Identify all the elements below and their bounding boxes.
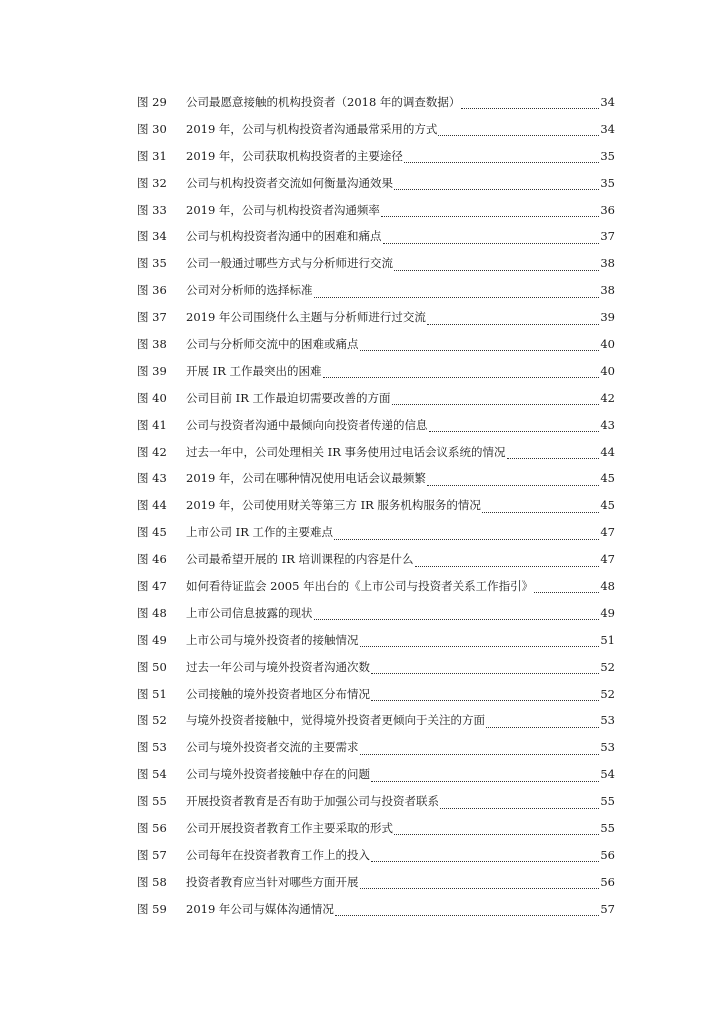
figure-number: 图 40 bbox=[137, 390, 167, 405]
dot-leader bbox=[392, 403, 600, 405]
dot-leader bbox=[440, 807, 599, 809]
toc-entry[interactable] bbox=[137, 603, 615, 630]
toc-entry[interactable] bbox=[137, 334, 615, 361]
toc-entry[interactable] bbox=[137, 549, 615, 576]
figure-title: 2019 年公司围绕什么主题与分析师进行过交流 bbox=[186, 310, 426, 325]
toc-entry[interactable] bbox=[137, 791, 615, 818]
figure-number: 图 49 bbox=[137, 632, 167, 647]
page-number: 45 bbox=[600, 498, 615, 513]
figure-number: 图 34 bbox=[137, 229, 167, 244]
figure-number: 图 37 bbox=[137, 310, 167, 325]
dot-leader bbox=[404, 161, 599, 163]
figure-number: 图 59 bbox=[137, 901, 167, 916]
page-number: 52 bbox=[600, 686, 615, 701]
dot-leader bbox=[360, 645, 600, 647]
toc-entry[interactable] bbox=[137, 415, 615, 442]
dot-leader bbox=[438, 134, 599, 136]
dot-leader bbox=[394, 269, 599, 271]
figure-number: 图 36 bbox=[137, 283, 167, 298]
toc-entry[interactable] bbox=[137, 630, 615, 657]
toc-entry[interactable] bbox=[137, 92, 615, 119]
figure-title: 公司与境外投资者交流的主要需求 bbox=[186, 740, 359, 755]
figure-number: 图 38 bbox=[137, 337, 167, 352]
toc-entry[interactable] bbox=[137, 253, 615, 280]
page-number: 55 bbox=[600, 794, 615, 809]
figure-title: 过去一年公司与境外投资者沟通次数 bbox=[186, 659, 370, 674]
page-number: 55 bbox=[600, 821, 615, 836]
dot-leader bbox=[507, 457, 600, 459]
dot-leader bbox=[415, 565, 600, 567]
figure-number: 图 57 bbox=[137, 847, 167, 862]
page-number: 39 bbox=[600, 310, 615, 325]
page-number: 47 bbox=[600, 552, 615, 567]
dot-leader bbox=[314, 618, 600, 620]
figure-number: 图 35 bbox=[137, 256, 167, 271]
toc-entry[interactable] bbox=[137, 361, 615, 388]
page-number: 51 bbox=[600, 632, 615, 647]
dot-leader bbox=[360, 887, 600, 889]
toc-entry[interactable] bbox=[137, 146, 615, 173]
figure-number: 图 47 bbox=[137, 579, 167, 594]
dot-leader bbox=[394, 188, 599, 190]
toc-entry[interactable] bbox=[137, 307, 615, 334]
figure-title: 公司一般通过哪些方式与分析师进行交流 bbox=[186, 256, 393, 271]
dot-leader bbox=[371, 699, 599, 701]
toc-entry[interactable] bbox=[137, 710, 615, 737]
figure-number: 图 55 bbox=[137, 794, 167, 809]
figure-list bbox=[137, 92, 615, 926]
toc-entry[interactable] bbox=[137, 442, 615, 469]
figure-title: 与境外投资者接触中，觉得境外投资者更倾向于关注的方面 bbox=[186, 713, 485, 728]
figure-number: 图 45 bbox=[137, 525, 167, 540]
page-number: 42 bbox=[600, 390, 615, 405]
figure-number: 图 51 bbox=[137, 686, 167, 701]
figure-number: 图 32 bbox=[137, 175, 167, 190]
figure-number: 图 31 bbox=[137, 148, 167, 163]
figure-title: 公司与投资者沟通中最倾向向投资者传递的信息 bbox=[186, 417, 428, 432]
dot-leader bbox=[371, 672, 599, 674]
dot-leader bbox=[534, 591, 599, 593]
toc-entry[interactable] bbox=[137, 388, 615, 415]
figure-title: 2019 年，公司在哪种情况使用电话会议最频繁 bbox=[186, 471, 426, 486]
figure-title: 公司最希望开展的 IR 培训课程的内容是什么 bbox=[186, 552, 414, 567]
page-number: 56 bbox=[600, 847, 615, 862]
figure-number: 图 30 bbox=[137, 121, 167, 136]
toc-entry[interactable] bbox=[137, 280, 615, 307]
figure-title: 投资者教育应当针对哪些方面开展 bbox=[186, 874, 359, 889]
figure-number: 图 52 bbox=[137, 713, 167, 728]
dot-leader bbox=[383, 242, 600, 244]
figure-title: 开展投资者教育是否有助于加强公司与投资者联系 bbox=[186, 794, 439, 809]
page-number: 34 bbox=[600, 121, 615, 136]
figure-title: 公司与机构投资者沟通中的困难和痛点 bbox=[186, 229, 382, 244]
page-number: 34 bbox=[600, 95, 615, 109]
toc-entry[interactable] bbox=[137, 872, 615, 899]
dot-leader bbox=[360, 349, 600, 351]
dot-leader bbox=[371, 780, 599, 782]
page-number: 40 bbox=[600, 363, 615, 378]
toc-entry[interactable] bbox=[137, 737, 615, 764]
figure-title: 公司每年在投资者教育工作上的投入 bbox=[186, 847, 370, 862]
toc-entry[interactable] bbox=[137, 818, 615, 845]
dot-leader bbox=[314, 296, 600, 298]
figure-number: 图 48 bbox=[137, 605, 167, 620]
figure-title: 如何看待证监会 2005 年出台的《上市公司与投资者关系工作指引》 bbox=[186, 579, 534, 594]
figure-title: 公司与分析师交流中的困难或痛点 bbox=[186, 337, 359, 352]
toc-entry[interactable] bbox=[137, 684, 615, 711]
toc-entry[interactable] bbox=[137, 576, 615, 603]
figure-number: 图 44 bbox=[137, 498, 167, 513]
page-number: 45 bbox=[600, 471, 615, 486]
figure-title: 公司开展投资者教育工作主要采取的形式 bbox=[186, 821, 393, 836]
dot-leader bbox=[335, 914, 599, 916]
toc-entry[interactable] bbox=[137, 173, 615, 200]
page-number: 52 bbox=[600, 659, 615, 674]
toc-entry[interactable] bbox=[137, 522, 615, 549]
figure-number: 图 53 bbox=[137, 740, 167, 755]
figure-title: 2019 年，公司与机构投资者沟通最常采用的方式 bbox=[186, 121, 438, 136]
figure-number: 图 43 bbox=[137, 471, 167, 486]
figure-title: 公司与机构投资者交流如何衡量沟通效果 bbox=[186, 175, 393, 190]
figure-title: 2019 年，公司与机构投资者沟通频率 bbox=[186, 202, 380, 217]
dot-leader bbox=[360, 753, 600, 755]
dot-leader bbox=[461, 107, 599, 109]
toc-entry[interactable] bbox=[137, 845, 615, 872]
dot-leader bbox=[323, 376, 600, 378]
page-number: 35 bbox=[600, 175, 615, 190]
toc-entry[interactable] bbox=[137, 226, 615, 253]
page-number: 38 bbox=[600, 283, 615, 298]
figure-number: 图 42 bbox=[137, 444, 167, 459]
figure-title: 开展 IR 工作最突出的困难 bbox=[186, 363, 322, 378]
figure-title: 公司目前 IR 工作最迫切需要改善的方面 bbox=[186, 390, 391, 405]
figure-number: 图 50 bbox=[137, 659, 167, 674]
toc-entry[interactable] bbox=[137, 899, 615, 926]
figure-title: 2019 年公司与媒体沟通情况 bbox=[186, 901, 334, 916]
dot-leader bbox=[427, 484, 599, 486]
page-number: 54 bbox=[600, 767, 615, 782]
toc-entry[interactable] bbox=[137, 468, 615, 495]
toc-entry[interactable] bbox=[137, 764, 615, 791]
figure-title: 2019 年，公司使用财关等第三方 IR 服务机构服务的情况 bbox=[186, 498, 481, 513]
page-number: 53 bbox=[600, 713, 615, 728]
figure-title: 公司与境外投资者接触中存在的问题 bbox=[186, 767, 370, 782]
figure-number: 图 39 bbox=[137, 363, 167, 378]
toc-entry[interactable] bbox=[137, 657, 615, 684]
figure-number: 图 58 bbox=[137, 874, 167, 889]
page-number: 38 bbox=[600, 256, 615, 271]
figure-title: 公司最愿意接触的机构投资者（2018 年的调查数据） bbox=[186, 95, 461, 109]
page-number: 40 bbox=[600, 337, 615, 352]
dot-leader bbox=[427, 323, 599, 325]
figure-title: 上市公司信息披露的现状 bbox=[186, 605, 313, 620]
page-number: 49 bbox=[600, 605, 615, 620]
page-number: 44 bbox=[600, 444, 615, 459]
dot-leader bbox=[381, 215, 599, 217]
page-number: 48 bbox=[600, 579, 615, 594]
toc-entry[interactable] bbox=[137, 495, 615, 522]
dot-leader bbox=[394, 833, 599, 835]
figure-title: 公司对分析师的选择标准 bbox=[186, 283, 313, 298]
figure-number: 图 56 bbox=[137, 821, 167, 836]
figure-number: 图 33 bbox=[137, 202, 167, 217]
dot-leader bbox=[429, 430, 600, 432]
figure-title: 2019 年，公司获取机构投资者的主要途径 bbox=[186, 148, 403, 163]
page-number: 36 bbox=[600, 202, 615, 217]
toc-entry[interactable] bbox=[137, 200, 615, 227]
dot-leader bbox=[334, 538, 599, 540]
page-number: 43 bbox=[600, 417, 615, 432]
page-number: 56 bbox=[600, 874, 615, 889]
figure-title: 过去一年中，公司处理相关 IR 事务使用过电话会议系统的情况 bbox=[186, 444, 506, 459]
figure-number: 图 46 bbox=[137, 552, 167, 567]
figure-title: 上市公司与境外投资者的接触情况 bbox=[186, 632, 359, 647]
figure-number: 图 41 bbox=[137, 417, 167, 432]
dot-leader bbox=[486, 726, 599, 728]
page-number: 57 bbox=[600, 901, 615, 916]
figure-number: 图 29 bbox=[137, 95, 167, 109]
page-number: 35 bbox=[600, 148, 615, 163]
dot-leader bbox=[482, 511, 599, 513]
figure-number: 图 54 bbox=[137, 767, 167, 782]
figure-title: 公司接触的境外投资者地区分布情况 bbox=[186, 686, 370, 701]
page-number: 47 bbox=[600, 525, 615, 540]
page-number: 37 bbox=[600, 229, 615, 244]
figure-title: 上市公司 IR 工作的主要难点 bbox=[186, 525, 334, 540]
toc-entry[interactable] bbox=[137, 119, 615, 146]
page-number: 53 bbox=[600, 740, 615, 755]
dot-leader bbox=[371, 860, 599, 862]
